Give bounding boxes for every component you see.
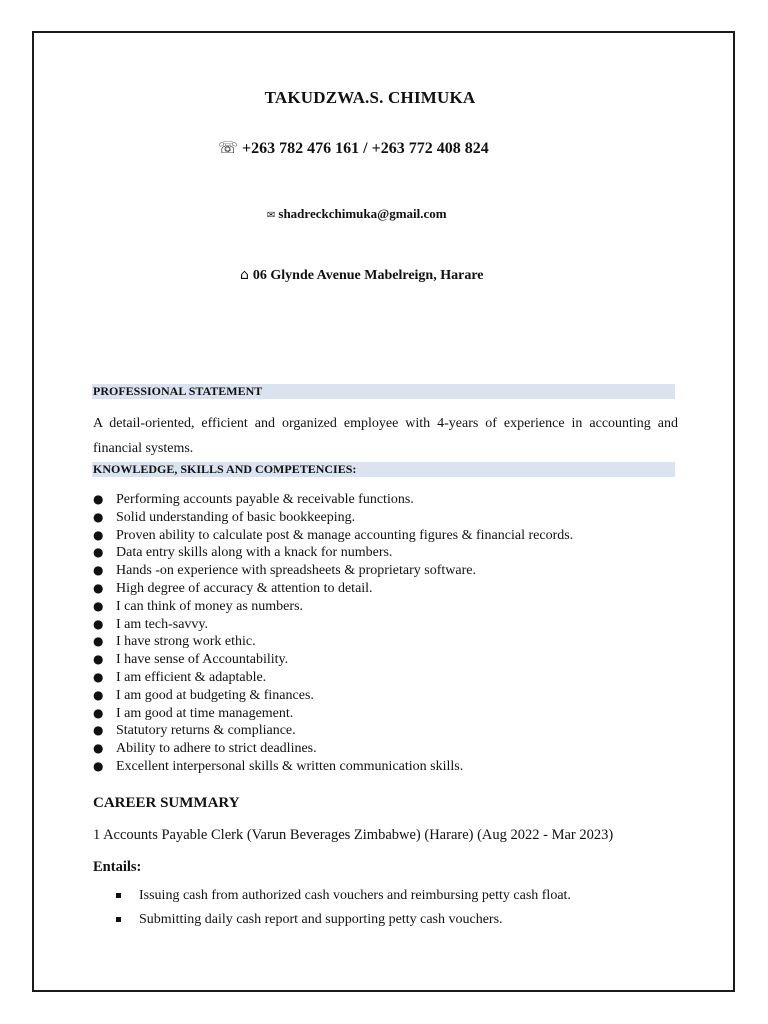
address-line — [240, 267, 484, 284]
home-address: 06 Glynde Avenue Mabelreign, Harare — [252, 268, 484, 283]
square-bullet-icon — [116, 917, 121, 922]
skill-item: ● Hands -on experience with spreadsheets & proprietary software. — [93, 563, 476, 579]
bullet-icon: ● — [93, 545, 104, 560]
bullet-icon: ● — [93, 634, 104, 649]
skill-item: ● Ability to adhere to strict deadlines. — [93, 741, 317, 757]
skill-item: ● I have strong work ethic. — [93, 634, 256, 650]
phone-icon: ☏ — [218, 138, 239, 157]
bullet-icon: ● — [93, 741, 104, 756]
phone-numbers: +263 782 476 161 / +263 772 408 824 — [242, 140, 489, 157]
skill-item: ● Statutory returns & compliance. — [93, 723, 296, 739]
email-line — [267, 206, 447, 222]
bullet-icon: ● — [93, 687, 104, 702]
duty-item: Submitting daily cash report and supporting petty cash vouchers. — [116, 908, 571, 932]
bullet-icon: ● — [93, 723, 104, 738]
career-summary-heading: CAREER SUMMARY — [93, 795, 240, 811]
bullet-icon: ● — [93, 492, 104, 506]
bullet-icon: ● — [93, 580, 104, 595]
phone-line — [218, 138, 489, 158]
skill-item: ● Solid understanding of basic bookkeeping. — [93, 509, 356, 525]
duties-list — [116, 884, 571, 932]
bullet-icon: ● — [93, 563, 104, 578]
skill-item: ● I am tech-savvy. — [93, 616, 208, 632]
skills-heading: KNOWLEDGE, SKILLS AND COMPETENCIES: — [92, 462, 675, 477]
skill-item: ● High degree of accuracy & attention to detail. — [93, 580, 373, 596]
email-icon: ✉ — [267, 210, 276, 221]
location-icon: ⌂ — [240, 267, 249, 283]
entails-label: Entails: — [93, 859, 142, 875]
bullet-icon: ● — [93, 652, 104, 667]
skills-list — [93, 491, 693, 776]
bullet-icon: ● — [93, 527, 104, 542]
skill-item: ● I am good at budgeting & finances. — [93, 687, 314, 703]
job-title-line: 1 Accounts Payable Clerk (Varun Beverages Zimbabwe) (Harare) (Aug 2022 - Mar 2023) — [93, 827, 614, 843]
email-address: shadreckchimuka@gmail.com — [278, 206, 447, 221]
candidate-name: TAKUDZWA.S. CHIMUKA — [264, 88, 476, 107]
professional-statement-text: A detail-oriented, efficient and organized employee with 4-years of experience in accounting and financial systems. — [93, 416, 678, 456]
skill-item: ● I have sense of Accountability. — [93, 652, 289, 668]
bullet-icon: ● — [93, 758, 104, 773]
bullet-icon: ● — [93, 705, 104, 720]
skill-item: ● Proven ability to calculate post & manage accounting figures & financial records. — [93, 527, 574, 543]
professional-statement-heading: PROFESSIONAL STATEMENT — [92, 384, 675, 399]
bullet-icon: ● — [93, 598, 104, 613]
skill-item: ● Data entry skills along with a knack for numbers. — [93, 545, 393, 561]
bullet-icon: ● — [93, 669, 104, 684]
square-bullet-icon — [116, 893, 121, 898]
skill-item: ● Excellent interpersonal skills & written communication skills. — [93, 758, 464, 774]
skill-item: ● I can think of money as numbers. — [93, 598, 304, 614]
skill-item: ● Performing accounts payable & receivable functions. — [93, 492, 414, 507]
duty-item: Issuing cash from authorized cash vouchers and reimbursing petty cash float. — [116, 884, 571, 908]
skill-item: ● I am good at time management. — [93, 705, 294, 721]
bullet-icon: ● — [93, 616, 104, 631]
skill-item: ● I am efficient & adaptable. — [93, 669, 267, 685]
bullet-icon: ● — [93, 509, 104, 524]
